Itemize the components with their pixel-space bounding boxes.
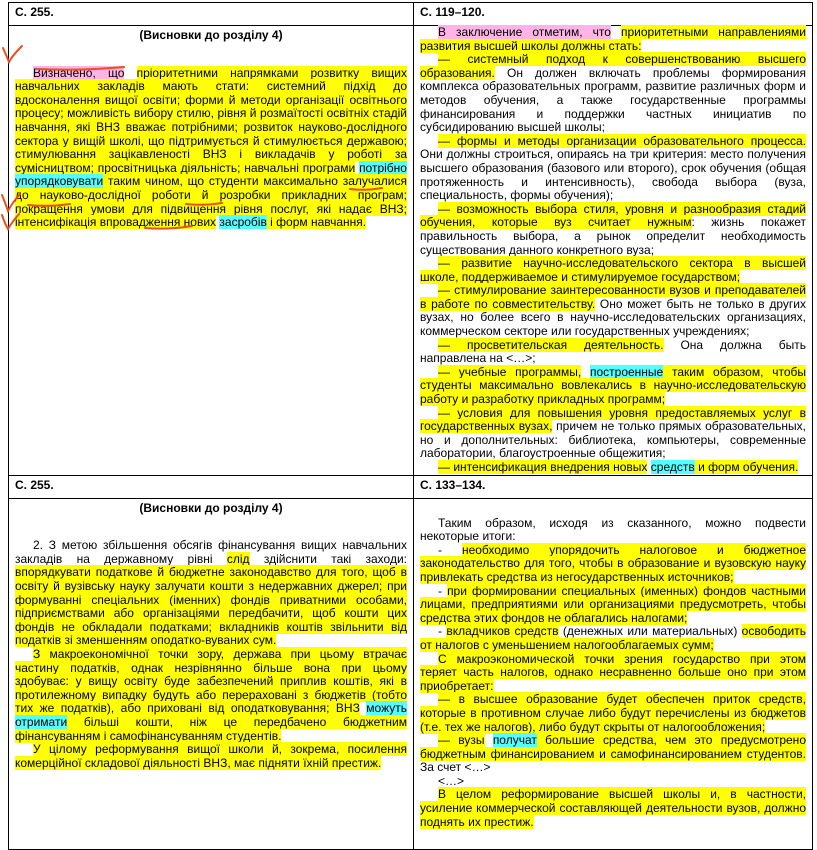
comparison-sheet bbox=[8, 2, 812, 838]
paragraph bbox=[420, 26, 806, 53]
text-run: <…> bbox=[438, 773, 465, 788]
paragraph bbox=[420, 53, 806, 135]
paragraph bbox=[15, 67, 407, 230]
page-ref-rus-1: С. 119–120. bbox=[414, 3, 813, 26]
text-run bbox=[485, 733, 493, 747]
paragraph bbox=[420, 734, 806, 775]
ukr-fragment-2 bbox=[9, 498, 414, 849]
paragraph bbox=[420, 788, 806, 829]
highlighted-text: — развитие научно-исследовательского сектора в высшей школе, поддерживаемое и стимулируемое государством; bbox=[420, 256, 806, 284]
text-run bbox=[581, 365, 590, 379]
text-run: причем не только прямых образовательных, но и дополнительных: библиотека, компьютеры, современные лаборатории, благоустроенные общежития; bbox=[420, 419, 807, 461]
paragraph bbox=[420, 366, 806, 407]
page-ref-rus-2: С. 133–134. bbox=[414, 475, 813, 498]
rus-fragment-1 bbox=[414, 26, 813, 476]
text-run: : жизнь покажет правильность выбора, а рынок определит необходимость существования данного конкретного вуза; bbox=[420, 215, 806, 257]
comparison-table bbox=[8, 2, 813, 850]
highlighted-text: — вузы bbox=[438, 733, 485, 748]
header-row-2 bbox=[9, 475, 813, 498]
highlighted-text: вкладчиков средств bbox=[446, 624, 559, 639]
body-row-2 bbox=[9, 498, 813, 849]
highlighted-text: — системный подход к совершенствованию высшего образования. bbox=[420, 52, 806, 80]
highlighted-text: таким образом, чтобы студенты максимально вовлекались в научно-исследовательскую работу и разработку прикладных программ; bbox=[420, 364, 806, 407]
paragraph bbox=[420, 653, 806, 694]
text-run bbox=[124, 66, 136, 80]
paragraph bbox=[420, 625, 806, 652]
paragraph bbox=[420, 257, 806, 284]
highlighted-text: впорядкувати податкове й бюджетне законодавство для того, щоб в освіту й вузівську науку залучати кошти з недержавних джерел; при формуванні спеціальних (іменних) фондів приватними особами, підприємствами або організаціями передбачити, щоб кошти цих фондів не обкладали податками; вкладників коштів звільнити від податків зі зменшенням оподатко-вуваних сум. bbox=[15, 565, 407, 648]
text-run: За счет <…> bbox=[420, 760, 491, 775]
text-run: - bbox=[438, 542, 462, 557]
paragraph bbox=[15, 648, 407, 743]
highlighted-text: З макроекономічної точки зору, держава при цьому втрачає частину податків, однак незрівнянно більше вона при цьому здобуває: у вищу освіту буде забезпечений приплив коштів, які в протилежному випадку будуть або перераховані з бюджетів (тобто тих же податків), або приховані від оподатковування; ВНЗ bbox=[15, 646, 407, 716]
spacer bbox=[420, 499, 806, 517]
paragraph bbox=[420, 585, 806, 626]
text-run bbox=[213, 552, 227, 566]
cyan-highlight-text: средств bbox=[650, 460, 695, 474]
highlighted-text: таким чином, що студенти максимально залучалися до науково-дослідної роботи й розробки прикладних програм; покращення умови для підвищення рівня послуг, які надає ВНЗ; інтенсифікація впровадження нових bbox=[15, 174, 407, 230]
header-row-1 bbox=[9, 3, 813, 26]
highlighted-text: — интенсификация внедрения новых bbox=[438, 460, 648, 474]
paragraph bbox=[15, 539, 407, 648]
highlighted-text: освободить от налогов с уменьшением налогооблагаемых сумм; bbox=[420, 624, 806, 652]
text-run: - bbox=[438, 583, 448, 598]
pink-highlight-text: Визначено, що bbox=[33, 65, 125, 80]
body-row-1 bbox=[9, 26, 813, 476]
text-run: Таким образом, исходя из сказанного, можно подвести некоторые итоги: bbox=[420, 515, 806, 544]
highlighted-text: і форм навчання. bbox=[266, 215, 367, 230]
highlighted-text: приоритетными направлениями развития высшей школы должны стать: bbox=[420, 25, 806, 53]
text-run: Он должен включать проблемы формирования комплекса образовательных программ, развитие различных форм и методов обучения, а также государственные программы финансирования и поддержки частных инициатив по субсидированию высшей школы; bbox=[420, 65, 806, 135]
highlighted-text: — формы и методы организации образовательного процесса. bbox=[438, 133, 806, 148]
cyan-highlight-text: засробів bbox=[219, 215, 267, 230]
paragraph bbox=[420, 517, 806, 544]
highlighted-text: — условия для повышения уровня предоставляемых услуг в государственных вузах, bbox=[420, 405, 806, 434]
text-run: Оно может быть не только в других вузах, но более всего в научно-исследовательских организациях, коммерческом секторе или государственных учреждениях; bbox=[420, 296, 806, 339]
text-run: Она должна быть направлена на <…>; bbox=[420, 337, 806, 366]
highlighted-text: — стимулирование заинтересованности вузов и преподавателей в работе по совместительству. bbox=[420, 283, 806, 311]
paragraph bbox=[420, 203, 806, 257]
section-title: (Висновки до розділу 4) bbox=[139, 28, 283, 42]
page-ref-ukr-1: С. 255. bbox=[9, 3, 414, 26]
highlighted-text: необходимо упорядочить налоговое и бюджетное законодательство для того, чтобы в образование и вузовскую науку привлекать средства из негосударственных источников; bbox=[420, 542, 806, 584]
paragraph bbox=[420, 775, 806, 789]
rus-fragment-2 bbox=[414, 498, 813, 849]
highlighted-text: — учебные программы, bbox=[438, 364, 582, 379]
highlighted-text: С макроэкономической точки зрения государство при этом теряет часть налогов, однако несравненно больше оно при этом приобретает: bbox=[420, 651, 806, 693]
highlighted-text: У цілому реформування вищої школи й, зокрема, посилення комерційної складової діяльності ВНЗ, має підняти їхній престиж. bbox=[15, 742, 407, 770]
paragraph bbox=[420, 284, 806, 338]
cyan-highlight-text: потрібно упорядковувати bbox=[15, 160, 407, 189]
highlighted-text: — возможность выбора стиля, уровня и разнообразия стадий обучения, которые вуз считает нужным bbox=[420, 201, 806, 230]
highlighted-text: при формировании специальных (именных) фондов частными лицами, предприятиями или организациями предусмотреть, чтобы средства этих фондов не облагались налогами; bbox=[420, 583, 806, 625]
cyan-highlight-text: можуть отримати bbox=[15, 701, 407, 729]
highlighted-text: слід bbox=[226, 551, 250, 566]
text-run: здійснити такі заходи: bbox=[249, 551, 407, 566]
highlighted-text: и форм обучения. bbox=[694, 460, 799, 474]
text-container bbox=[420, 517, 806, 830]
section-title: (Висновки до розділу 4) bbox=[139, 500, 283, 515]
highlighted-text: В целом реформирование высшей школы и, в частности, усиление коммерческой составляющей деятельности вузов, должно поднять их престиж. bbox=[420, 787, 806, 829]
cyan-highlight-text: получат bbox=[492, 733, 537, 748]
text-run: Они должны строиться, опираясь на три критерия: место получения высшего образования (базового или второго), срок обучения (общая протяженность и интенсивность), свобода выбора (вуза, специальность, формы обучения); bbox=[420, 147, 806, 203]
paragraph bbox=[420, 544, 806, 585]
paragraph bbox=[420, 693, 806, 734]
page-ref-ukr-2: С. 255. bbox=[9, 475, 414, 498]
text-run: 2. З метою збільшення обсягів фінансування вищих навчальних закладів на державному рівні bbox=[15, 538, 407, 566]
highlighted-text: — в высшее образование будет обеспечен приток средств, которые в противном случае либо будут перечислены из бюджетов (т.е. тех же налогов), либо будут скрыты от налогообложения; bbox=[420, 692, 806, 734]
pink-highlight-text: В заключение отметим, что bbox=[438, 25, 611, 39]
paragraph bbox=[420, 407, 806, 461]
paragraph bbox=[15, 743, 407, 770]
paragraph bbox=[420, 339, 806, 366]
text-container bbox=[420, 26, 806, 475]
text-container bbox=[15, 67, 407, 230]
text-run bbox=[611, 25, 621, 39]
highlighted-text: пріоритетними напрямками розвитку вищих навчальних закладів мають стати: системний підхід до вдосконалення вищої освіти; форми й методи організації освітнього процесу; можливість вибору стилю, рівня й розмаїтості освітніх стадій навчання, які ВНЗ вважає потрібними; розвиток науково-дослідного сектора у вищій школі, що підтримується й стимулюється державою; стимулювання зацікавленості ВНЗ і викладачів у роботі за сумісництвом; просвітницька діяльність; навчальні програми bbox=[15, 65, 407, 175]
paragraph bbox=[420, 135, 806, 203]
highlighted-text: більші кошти, ніж це передбачено бюджетним фінансуванням і самофінансуванням студентів. bbox=[15, 714, 407, 743]
text-container bbox=[15, 539, 407, 770]
cyan-highlight-text: построенные bbox=[589, 364, 664, 379]
text-run: (денежных или материальных) bbox=[558, 624, 742, 639]
paragraph bbox=[420, 461, 806, 475]
highlighted-text: большие средства, чем это предусмотрено бюджетным финансированием и самофинансированием студентов. bbox=[420, 733, 806, 761]
text-run: - bbox=[438, 624, 447, 639]
ukr-fragment-1 bbox=[9, 26, 414, 476]
highlighted-text: — просветительская деятельность. bbox=[438, 337, 664, 352]
